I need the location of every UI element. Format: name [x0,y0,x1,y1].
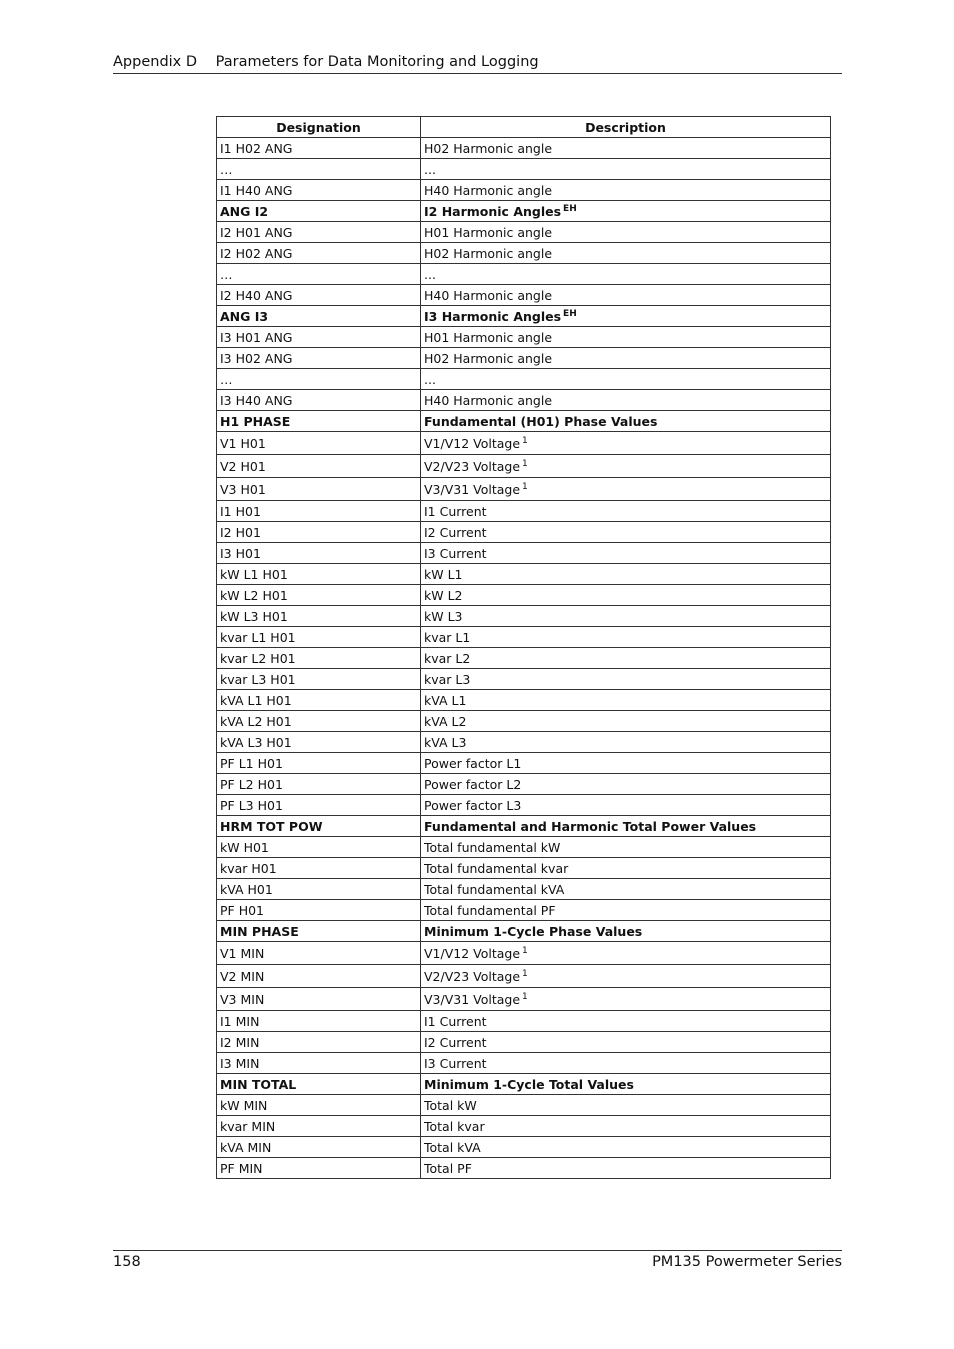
description-cell [421,222,831,243]
description-text: H02 Harmonic angle [424,350,553,366]
table-header-row [217,117,831,138]
table-row [217,988,831,1011]
description-text: H02 Harmonic angle [424,140,553,156]
table-row [217,522,831,543]
table-row [217,264,831,285]
footnote-marker: EH [563,203,577,214]
description-text: I3 Current [424,1055,487,1071]
table-group-row [217,306,831,327]
description-text: I2 Harmonic Angles [424,203,562,219]
designation-cell: I1 H01 [217,501,421,522]
header-section: Appendix D [113,54,198,70]
description-cell [421,1074,831,1095]
column-header-description: Description [421,117,831,138]
table-row [217,942,831,965]
table-row [217,478,831,501]
description-text: V2/V23 Voltage [424,458,521,474]
table-group-row [217,1074,831,1095]
designation-cell: kVA L1 H01 [217,690,421,711]
designation-cell: … [217,369,421,390]
table-row [217,879,831,900]
description-cell [421,837,831,858]
description-text: H40 Harmonic angle [424,392,553,408]
table-row [217,711,831,732]
designation-cell: I3 MIN [217,1053,421,1074]
footnote-marker: 1 [522,968,528,979]
table-row [217,1158,831,1179]
table-row [217,753,831,774]
table-row [217,285,831,306]
footnote-marker: EH [563,308,577,319]
description-cell [421,669,831,690]
description-cell [421,732,831,753]
table-row [217,1011,831,1032]
designation-cell: I3 H01 [217,543,421,564]
description-text: Total fundamental kvar [424,860,569,876]
table-row [217,627,831,648]
description-text: Total kvar [424,1118,485,1134]
description-text: Minimum 1-Cycle Phase Values [424,923,643,939]
table-row [217,837,831,858]
description-text: kW L3 [424,608,463,624]
table-row [217,455,831,478]
description-cell [421,327,831,348]
description-text: I2 Current [424,524,487,540]
designation-cell: kVA H01 [217,879,421,900]
description-text: V3/V31 Voltage [424,481,521,497]
description-text: V1/V12 Voltage [424,945,521,961]
footnote-marker: 1 [522,481,528,492]
description-cell [421,369,831,390]
description-text: I1 Current [424,1013,487,1029]
description-cell [421,432,831,455]
description-cell [421,753,831,774]
designation-cell: PF L3 H01 [217,795,421,816]
description-cell [421,564,831,585]
column-header-designation: Designation [217,117,421,138]
description-cell [421,690,831,711]
description-cell [421,264,831,285]
description-text: Minimum 1-Cycle Total Values [424,1076,634,1092]
designation-cell: kvar MIN [217,1116,421,1137]
footnote-marker: 1 [522,435,528,446]
designation-cell: I3 H02 ANG [217,348,421,369]
designation-cell: … [217,159,421,180]
description-text: kVA L3 [424,734,467,750]
designation-cell: I1 H02 ANG [217,138,421,159]
description-cell [421,795,831,816]
designation-cell: kW H01 [217,837,421,858]
table-row [217,348,831,369]
designation-cell: kVA L2 H01 [217,711,421,732]
description-text: Power factor L3 [424,797,522,813]
description-text: kvar L1 [424,629,471,645]
parameters-table [216,116,831,1179]
footnote-marker: 1 [522,458,528,469]
description-text: V1/V12 Voltage [424,435,521,451]
description-text: V2/V23 Voltage [424,968,521,984]
description-text: H40 Harmonic angle [424,182,553,198]
description-text: Power factor L1 [424,755,522,771]
table-body [217,138,831,1179]
description-text: H01 Harmonic angle [424,329,553,345]
designation-cell: I2 H02 ANG [217,243,421,264]
table-row [217,369,831,390]
table-row [217,501,831,522]
description-cell [421,1011,831,1032]
designation-cell: H1 PHASE [217,411,421,432]
designation-cell: kW MIN [217,1095,421,1116]
designation-cell: I2 H01 ANG [217,222,421,243]
description-cell [421,627,831,648]
designation-cell: ANG I3 [217,306,421,327]
description-text: Total kW [424,1097,477,1113]
description-text: kW L1 [424,566,463,582]
description-text: I2 Current [424,1034,487,1050]
table-row [217,606,831,627]
description-cell [421,858,831,879]
description-text: H01 Harmonic angle [424,224,553,240]
description-cell [421,522,831,543]
designation-cell: MIN TOTAL [217,1074,421,1095]
designation-cell: kvar H01 [217,858,421,879]
designation-cell: V1 MIN [217,942,421,965]
description-cell [421,201,831,222]
description-text: Fundamental and Harmonic Total Power Values [424,818,757,834]
description-cell [421,1116,831,1137]
description-text: Total fundamental kW [424,839,561,855]
table-row [217,648,831,669]
description-cell [421,942,831,965]
description-cell [421,1053,831,1074]
designation-cell: V2 MIN [217,965,421,988]
description-text: Total kVA [424,1139,481,1155]
description-cell [421,180,831,201]
table-row [217,327,831,348]
table-row [217,900,831,921]
description-text: ... [424,161,436,177]
designation-cell: kW L2 H01 [217,585,421,606]
table-row [217,795,831,816]
designation-cell: HRM TOT POW [217,816,421,837]
description-cell [421,988,831,1011]
description-text: kvar L2 [424,650,471,666]
table-row [217,243,831,264]
designation-cell: MIN PHASE [217,921,421,942]
designation-cell: I1 MIN [217,1011,421,1032]
description-text: H02 Harmonic angle [424,245,553,261]
description-cell [421,1095,831,1116]
designation-cell: V1 H01 [217,432,421,455]
description-cell [421,138,831,159]
designation-cell: I3 H01 ANG [217,327,421,348]
description-cell [421,585,831,606]
table-group-row [217,201,831,222]
designation-cell: PF L1 H01 [217,753,421,774]
table-group-row [217,921,831,942]
description-cell [421,455,831,478]
description-cell [421,648,831,669]
description-cell [421,774,831,795]
designation-cell: I2 H01 [217,522,421,543]
description-text: ... [424,266,436,282]
description-text: Power factor L2 [424,776,522,792]
description-cell [421,879,831,900]
table-row [217,1116,831,1137]
designation-cell: kvar L2 H01 [217,648,421,669]
description-text: Total PF [424,1160,472,1176]
table-row [217,965,831,988]
description-text: Fundamental (H01) Phase Values [424,413,658,429]
table-row [217,564,831,585]
description-cell [421,921,831,942]
designation-cell: I1 H40 ANG [217,180,421,201]
description-cell [421,1158,831,1179]
description-cell [421,816,831,837]
designation-cell: I2 MIN [217,1032,421,1053]
description-cell [421,1137,831,1158]
table-row [217,1137,831,1158]
description-cell [421,478,831,501]
designation-cell: kW L1 H01 [217,564,421,585]
footnote-marker: 1 [522,991,528,1002]
description-cell [421,411,831,432]
table-group-row [217,411,831,432]
description-text: I1 Current [424,503,487,519]
description-cell [421,348,831,369]
designation-cell: V2 H01 [217,455,421,478]
description-cell [421,306,831,327]
description-cell [421,1032,831,1053]
table-row [217,138,831,159]
table-row [217,585,831,606]
designation-cell: kvar L1 H01 [217,627,421,648]
description-cell [421,159,831,180]
designation-cell: V3 MIN [217,988,421,1011]
description-cell [421,285,831,306]
page-number: 158 [113,1254,141,1270]
table-row [217,690,831,711]
description-text: kVA L2 [424,713,467,729]
page-footer [113,1250,842,1270]
designation-cell: V3 H01 [217,478,421,501]
table-row [217,180,831,201]
page-header [113,54,842,74]
footnote-marker: 1 [522,945,528,956]
product-name: PM135 Powermeter Series [652,1254,842,1270]
table-row [217,732,831,753]
table-row [217,222,831,243]
designation-cell: PF MIN [217,1158,421,1179]
table-row [217,858,831,879]
designation-cell: kVA L3 H01 [217,732,421,753]
table-row [217,669,831,690]
table-row [217,1053,831,1074]
description-cell [421,900,831,921]
description-cell [421,543,831,564]
description-text: kW L2 [424,587,463,603]
table-row [217,1095,831,1116]
description-text: V3/V31 Voltage [424,991,521,1007]
description-cell [421,606,831,627]
designation-cell: PF L2 H01 [217,774,421,795]
designation-cell: kW L3 H01 [217,606,421,627]
description-cell [421,243,831,264]
table-row [217,774,831,795]
designation-cell: kvar L3 H01 [217,669,421,690]
description-text: kVA L1 [424,692,467,708]
designation-cell: … [217,264,421,285]
description-text: I3 Harmonic Angles [424,308,562,324]
designation-cell: I2 H40 ANG [217,285,421,306]
description-cell [421,501,831,522]
description-cell [421,390,831,411]
description-text: H40 Harmonic angle [424,287,553,303]
description-cell [421,711,831,732]
table-row [217,543,831,564]
description-text: I3 Current [424,545,487,561]
description-text: kvar L3 [424,671,471,687]
table-row [217,390,831,411]
description-text: Total fundamental PF [424,902,556,918]
description-text: Total fundamental kVA [424,881,565,897]
description-cell [421,965,831,988]
designation-cell: PF H01 [217,900,421,921]
designation-cell: ANG I2 [217,201,421,222]
designation-cell: kVA MIN [217,1137,421,1158]
table-row [217,1032,831,1053]
description-text: ... [424,371,436,387]
table-group-row [217,816,831,837]
header-title: Parameters for Data Monitoring and Logging [215,54,539,70]
designation-cell: I3 H40 ANG [217,390,421,411]
table-row [217,159,831,180]
table-row [217,432,831,455]
